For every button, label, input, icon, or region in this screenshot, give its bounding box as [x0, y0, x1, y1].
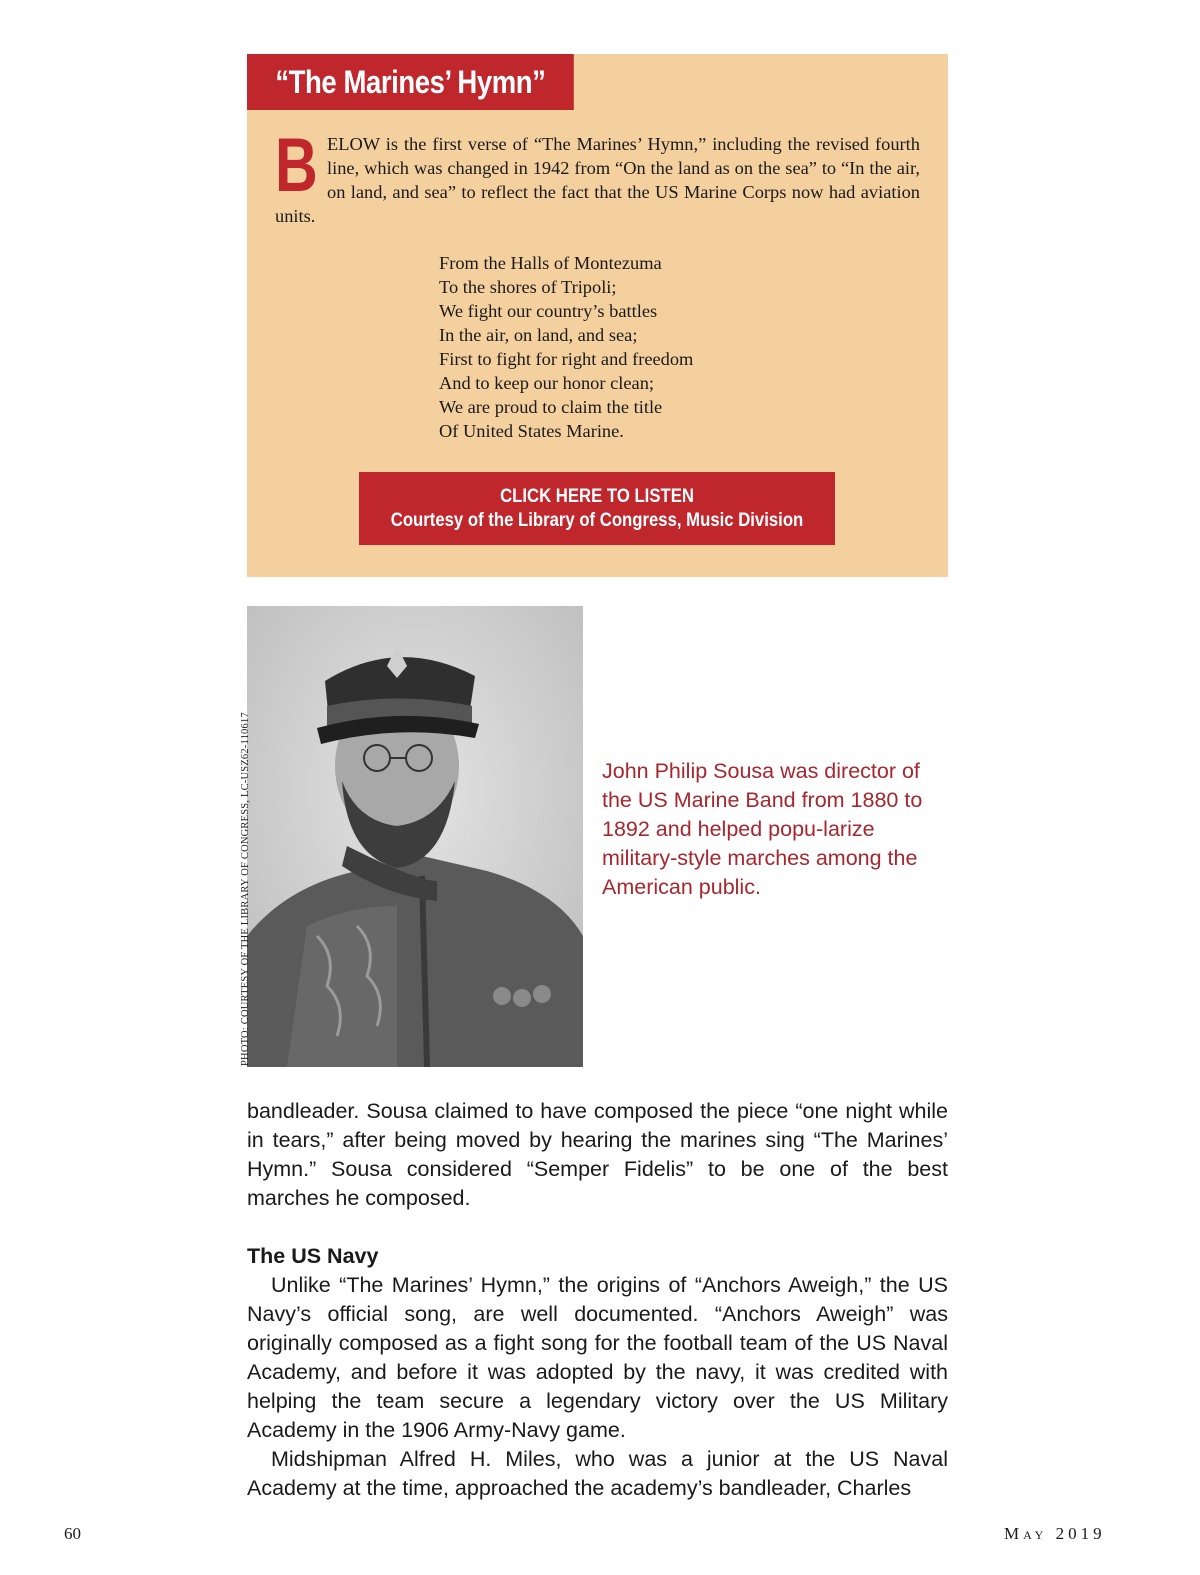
verse-line: We are proud to claim the title: [439, 397, 663, 417]
sidebar-title: “The Marines’ Hymn”: [247, 54, 574, 110]
portrait-illustration: [247, 606, 583, 1067]
issue-date: May 2019: [1004, 1524, 1106, 1543]
section-heading: The US Navy: [247, 1244, 379, 1268]
sidebar-intro: [275, 123, 920, 228]
listen-credit: Courtesy of the Library of Congress, Music Division: [390, 510, 804, 531]
verse-line: First to fight for right and freedom: [439, 349, 694, 369]
verse-line: To the shores of Tripoli;: [439, 277, 617, 297]
verse-line: Of United States Marine.: [439, 421, 624, 441]
page-number: 60: [64, 1524, 81, 1543]
listen-label: CLICK HERE TO LISTEN: [500, 486, 694, 507]
verse-line: From the Halls of Montezuma: [439, 253, 662, 273]
listen-button[interactable]: [359, 472, 835, 545]
verse-line: We fight our country’s battles: [439, 301, 658, 321]
photo-credit: PHOTO: COURTESY OF THE LIBRARY OF CONGRESS, LC-USZ62-110617: [240, 712, 251, 1066]
photo-caption: John Philip Sousa was director of the US Marine Band from 1880 to 1892 and helped popu-larize military-style marches among the American public.: [602, 759, 923, 899]
hymn-verse: [439, 251, 839, 443]
verse-line: In the air, on land, and sea;: [439, 325, 638, 345]
article-paragraph: Midshipman Alfred H. Miles, who was a junior at the US Naval Academy at the time, approached the academy’s bandleader, Charles: [247, 1447, 948, 1500]
drop-cap: B: [275, 123, 318, 208]
verse-line: And to keep our honor clean;: [439, 373, 655, 393]
sousa-portrait-photo: [247, 606, 583, 1067]
article-paragraph: bandleader. Sousa claimed to have composed the piece “one night while in tears,” after being moved by hearing the marines sing “The Marines’ Hymn.” Sousa considered “Semper Fidelis” to be one of the best marches he composed.: [247, 1099, 948, 1210]
marines-hymn-sidebar: [247, 54, 948, 577]
intro-text: ELOW is the first verse of “The Marines’ Hymn,” including the revised fourth line, which was changed in 1942 from “On the land as on the sea” to “In the air, on land, and sea” to reflect the fact that the US Marine Corps now had aviation units.: [275, 134, 920, 226]
article-paragraph: Unlike “The Marines’ Hymn,” the origins of “Anchors Aweigh,” the US Navy’s official song, are well documented. “Anchors Aweigh” was originally composed as a fight song for the football team of the US Naval Academy, and before it was adopted by the navy, it was credited with helping the team secure a legendary victory over the US Military Academy in the 1906 Army-Navy game.: [247, 1273, 948, 1442]
